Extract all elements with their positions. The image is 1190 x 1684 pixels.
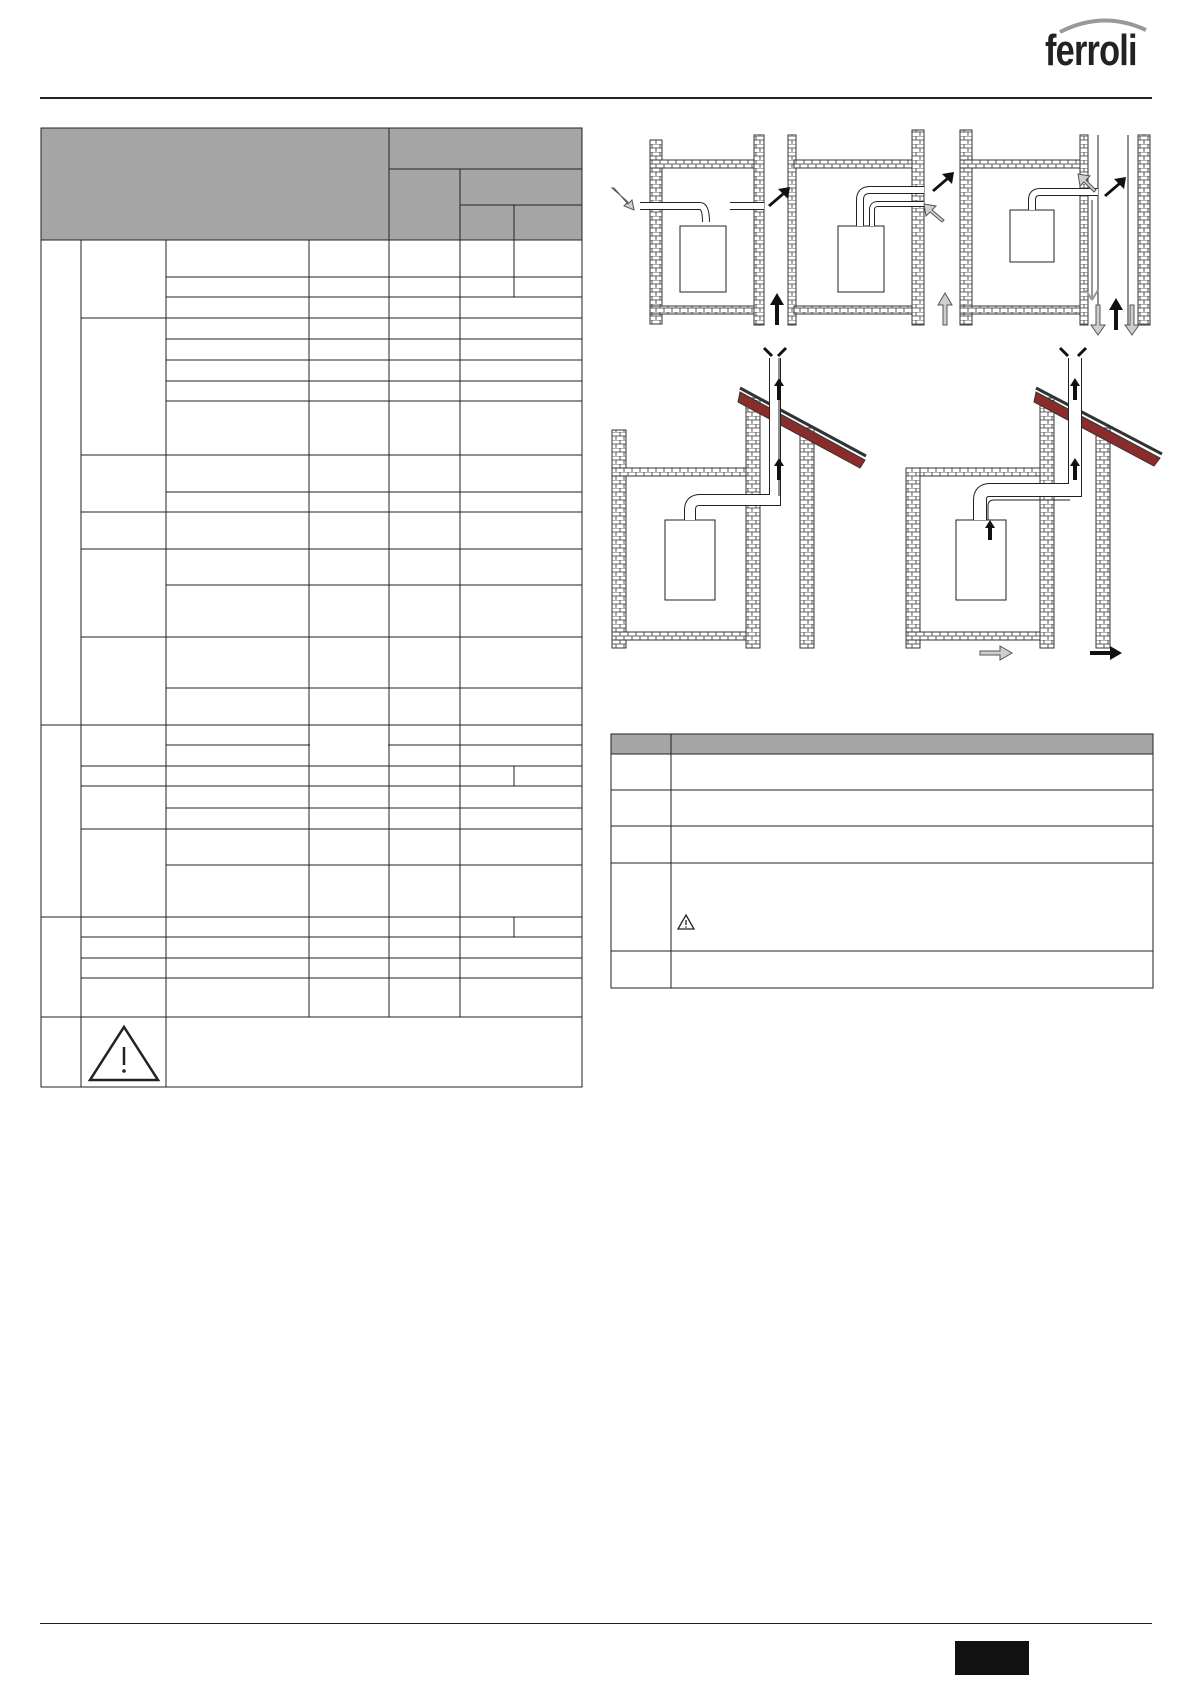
footer-rule bbox=[40, 1623, 1152, 1624]
page-number-box bbox=[955, 1641, 1029, 1675]
brand-logo: ferroli bbox=[1045, 26, 1137, 75]
warning-triangle-icon bbox=[678, 915, 694, 929]
